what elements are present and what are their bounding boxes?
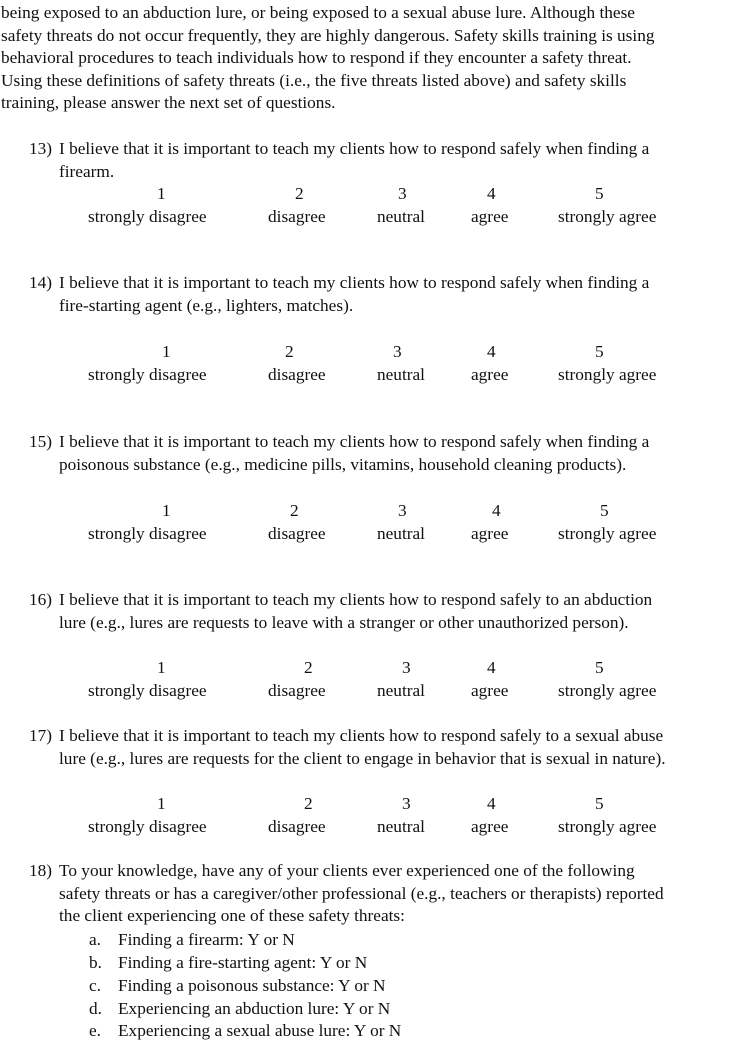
scale-label-neutral: neutral [377,524,425,543]
option-text: Finding a firearm: Y or N [118,930,295,949]
scale-label-neutral: neutral [377,817,425,836]
scale-label-agree: agree [471,817,509,836]
intro-line: being exposed to an abduction lure, or being exposed to a sexual abuse lure. Although these [1,3,635,22]
question-line: lure (e.g., lures are requests to leave with a stranger or other unauthorized person). [59,612,629,632]
scale-label-strongly-disagree: strongly disagree [88,524,207,543]
scale-label-agree: agree [471,365,509,384]
question-number: 18) [29,861,53,880]
scale-option-3-number[interactable]: 3 [402,794,411,813]
option-letter: a. [89,930,101,949]
scale-option-3-number[interactable]: 3 [393,342,402,361]
scale-label-disagree: disagree [268,365,326,384]
question-line: I believe that it is important to teach my clients how to respond safely when finding a [59,273,650,292]
question-text [59,272,749,317]
scale-label-neutral: neutral [377,207,425,226]
option-letter: b. [89,953,102,972]
scale-label-disagree: disagree [268,207,326,226]
question-text [59,589,749,634]
intro-line: behavioral procedures to teach individuals how to respond if they encounter a safety threat. [1,48,632,68]
scale-label-strongly-agree: strongly agree [558,365,657,384]
scale-label-strongly-disagree: strongly disagree [88,365,207,384]
scale-option-2-number[interactable]: 2 [285,342,294,361]
scale-option-1-number[interactable]: 1 [162,342,171,361]
scale-label-strongly-agree: strongly agree [558,817,657,836]
scale-label-strongly-agree: strongly agree [558,524,657,543]
question-text [59,860,749,928]
scale-option-1-number[interactable]: 1 [157,658,166,677]
scale-label-neutral: neutral [377,681,425,700]
question-text [59,431,749,476]
scale-label-agree: agree [471,681,509,700]
intro-line: training, please answer the next set of questions. [1,93,336,113]
scale-option-4-number[interactable]: 4 [487,184,496,203]
scale-label-disagree: disagree [268,817,326,836]
option-letter: c. [89,976,101,995]
scale-option-3-number[interactable]: 3 [402,658,411,677]
scale-option-1-number[interactable]: 1 [157,794,166,813]
scale-label-strongly-disagree: strongly disagree [88,817,207,836]
intro-line: safety threats do not occur frequently, they are highly dangerous. Safety skills training is using [1,25,655,45]
question-text [59,725,749,770]
scale-option-5-number[interactable]: 5 [595,658,604,677]
question-number: 16) [29,590,53,609]
scale-option-1-number[interactable]: 1 [157,184,166,203]
scale-option-2-number[interactable]: 2 [304,794,313,813]
question-line: To your knowledge, have any of your clients ever experienced one of the following [59,861,635,880]
option-text: Finding a poisonous substance: Y or N [118,976,386,995]
question-line: I believe that it is important to teach my clients how to respond safely when finding a [59,432,650,451]
scale-option-1-number[interactable]: 1 [162,501,171,520]
scale-option-4-number[interactable]: 4 [487,658,496,677]
question-line: the client experiencing one of these safety threats: [59,906,405,926]
option-letter: e. [89,1021,101,1040]
question-line: I believe that it is important to teach my clients how to respond safely when finding a [59,139,650,158]
scale-option-4-number[interactable]: 4 [487,342,496,361]
question-line: I believe that it is important to teach my clients how to respond safely to an abduction [59,590,653,609]
question-number: 13) [29,139,53,158]
question-number: 14) [29,273,53,292]
scale-option-2-number[interactable]: 2 [290,501,299,520]
scale-option-5-number[interactable]: 5 [595,184,604,203]
scale-option-3-number[interactable]: 3 [398,501,407,520]
scale-option-2-number[interactable]: 2 [295,184,304,203]
question-line: I believe that it is important to teach my clients how to respond safely to a sexual abuse [59,726,664,745]
scale-option-5-number[interactable]: 5 [600,501,609,520]
question-line: lure (e.g., lures are requests for the client to engage in behavior that is sexual in nature). [59,748,666,768]
scale-label-strongly-agree: strongly agree [558,681,657,700]
question-number: 15) [29,432,53,451]
scale-option-4-number[interactable]: 4 [487,794,496,813]
scale-label-strongly-disagree: strongly disagree [88,681,207,700]
scale-label-disagree: disagree [268,681,326,700]
question-text [59,138,749,183]
question-line: poisonous substance (e.g., medicine pills, vitamins, household cleaning products). [59,454,627,474]
question-line: firearm. [59,161,115,181]
option-text: Experiencing an abduction lure: Y or N [118,999,391,1018]
scale-label-neutral: neutral [377,365,425,384]
question-number: 17) [29,726,53,745]
scale-label-strongly-disagree: strongly disagree [88,207,207,226]
option-text: Finding a fire-starting agent: Y or N [118,953,368,972]
intro-paragraph [1,2,749,115]
scale-option-5-number[interactable]: 5 [595,342,604,361]
scale-option-3-number[interactable]: 3 [398,184,407,203]
scale-label-agree: agree [471,207,509,226]
scale-option-4-number[interactable]: 4 [492,501,501,520]
question-line: safety threats or has a caregiver/other professional (e.g., teachers or therapists) reported [59,883,664,903]
scale-label-strongly-agree: strongly agree [558,207,657,226]
scale-option-5-number[interactable]: 5 [595,794,604,813]
option-text: Experiencing a sexual abuse lure: Y or N [118,1021,402,1040]
scale-label-agree: agree [471,524,509,543]
scale-label-disagree: disagree [268,524,326,543]
option-letter: d. [89,999,102,1018]
question-line: fire-starting agent (e.g., lighters, matches). [59,295,354,315]
intro-line: Using these definitions of safety threats (i.e., the five threats listed above) and safety skills [1,70,627,90]
scale-option-2-number[interactable]: 2 [304,658,313,677]
